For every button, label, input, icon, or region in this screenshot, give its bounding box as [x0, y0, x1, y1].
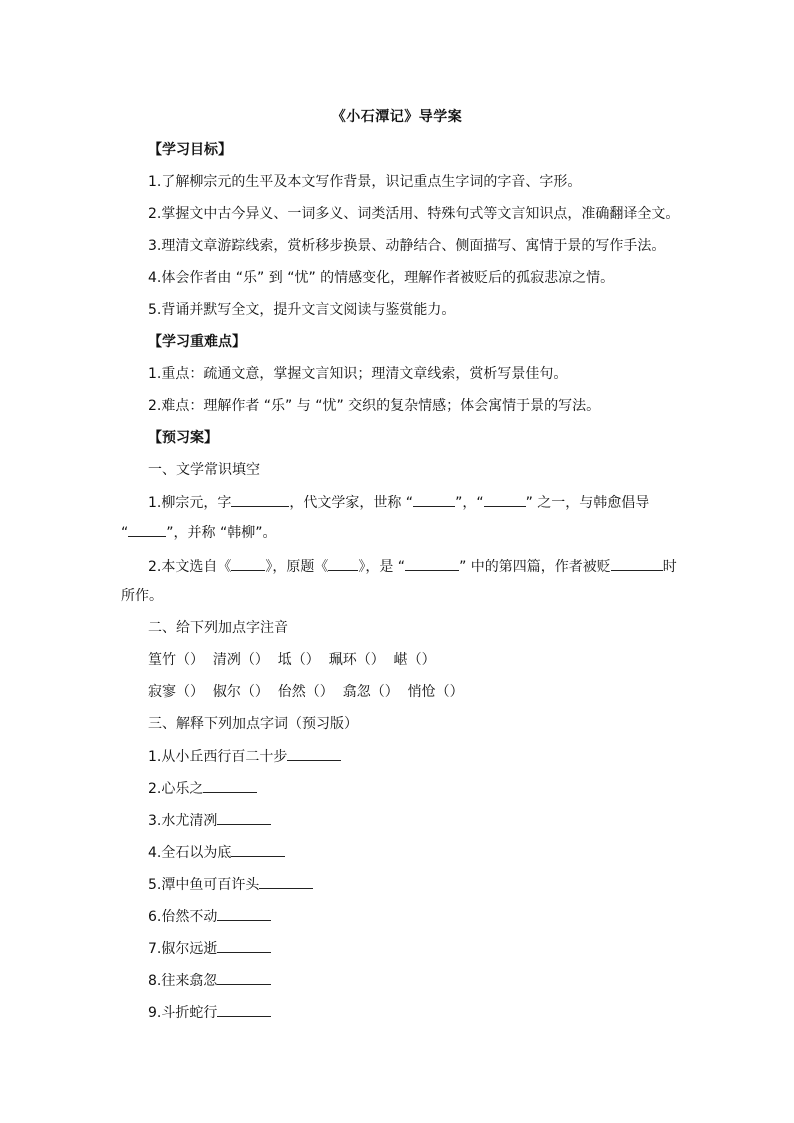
objective-item: 4.体会作者由 “乐” 到 “忧” 的情感变化，理解作者被贬后的孤寂悲凉之情。: [148, 270, 615, 286]
section-heading-preview: 【预习案】: [148, 430, 218, 446]
key-point-item: 2.难点：理解作者 “乐” 与 “忧” 交织的复杂情感；体会寓情于景的写法。: [148, 398, 601, 414]
fill-question-1-line-2: “ ”，并称 “韩柳”。: [121, 522, 276, 543]
answer-blank[interactable]: [217, 970, 271, 985]
part-heading-pronunciation: 二、给下列加点字注音: [148, 620, 288, 636]
fill-question-2-line-2: 所作。: [121, 588, 163, 604]
part-heading-definitions: 三、解释下列加点字词（预习版）: [148, 716, 358, 732]
answer-blank[interactable]: [328, 556, 358, 571]
objective-item: 5.背诵并默写全文，提升文言文阅读与鉴赏能力。: [148, 302, 456, 318]
answer-blank[interactable]: [217, 810, 271, 825]
answer-blank[interactable]: [405, 556, 459, 571]
answer-blank[interactable]: [231, 492, 289, 507]
answer-blank[interactable]: [484, 492, 526, 507]
definition-item: 3.水尤清冽: [148, 810, 271, 831]
fill-question-2-line-1: 2.本文选自《 》，原题《 》，是 “ ” 中的第四篇，作者被贬 时: [148, 556, 677, 577]
answer-blank[interactable]: [287, 746, 341, 761]
definition-item: 2.心乐之: [148, 778, 257, 799]
objective-item: 3.理清文章游踪线索，赏析移步换景、动静结合、侧面描写、寓情于景的写作手法。: [148, 238, 666, 254]
definition-item: 5.潭中鱼可百许头: [148, 874, 313, 895]
section-heading-objectives: 【学习目标】: [148, 142, 232, 158]
part-heading-literature: 一、文学常识填空: [148, 462, 260, 478]
objective-item: 1.了解柳宗元的生平及本文写作背景，识记重点生字词的字音、字形。: [148, 174, 582, 190]
section-heading-key-points: 【学习重难点】: [148, 334, 246, 350]
definition-item: 9.斗折蛇行: [148, 1002, 271, 1023]
answer-blank[interactable]: [217, 938, 271, 953]
definition-item: 4.全石以为底: [148, 842, 285, 863]
answer-blank[interactable]: [611, 556, 663, 571]
document-title: 《小石潭记》导学案: [331, 109, 463, 125]
answer-blank[interactable]: [231, 842, 285, 857]
key-point-item: 1.重点：疏通文意，掌握文言知识；理清文章线索，赏析写景佳句。: [148, 366, 568, 382]
answer-blank[interactable]: [128, 522, 166, 537]
pronunciation-row-2: 寂寥（） 俶尔（） 佁然（） 翕忽（） 悄怆（）: [148, 684, 464, 700]
answer-blank[interactable]: [217, 906, 271, 921]
definition-item: 8.往来翕忽: [148, 970, 271, 991]
objective-item: 2.掌握文中古今异义、一词多义、词类活用、特殊句式等文言知识点，准确翻译全文。: [148, 206, 680, 222]
answer-blank[interactable]: [203, 778, 257, 793]
answer-blank[interactable]: [259, 874, 313, 889]
pronunciation-row-1: 篁竹（） 清冽（） 坻（） 珮环（） 嵁（）: [148, 652, 436, 668]
answer-blank[interactable]: [413, 492, 455, 507]
answer-blank[interactable]: [231, 556, 265, 571]
answer-blank[interactable]: [217, 1002, 271, 1017]
definition-item: 1.从小丘西行百二十步: [148, 746, 341, 767]
definition-item: 6.佁然不动: [148, 906, 271, 927]
fill-question-1-line-1: 1.柳宗元，字 ，代文学家，世称 “ ”，“ ” 之一，与韩愈倡导: [148, 492, 649, 513]
definition-item: 7.俶尔远逝: [148, 938, 271, 959]
